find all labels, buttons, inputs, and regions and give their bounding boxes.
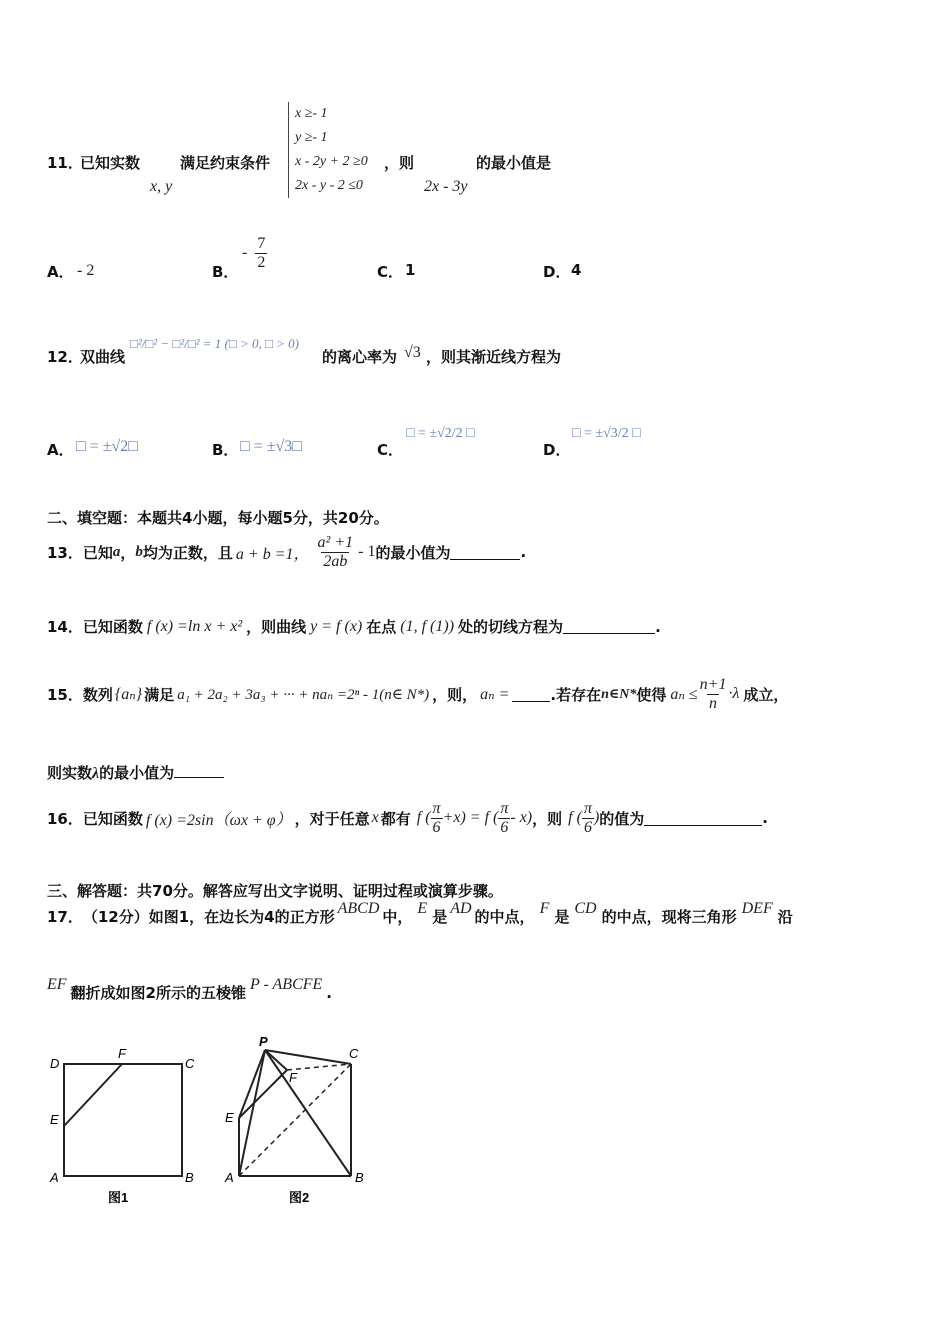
q16-text-2: ，对于任意 xyxy=(294,809,370,828)
fig2-label-p: P xyxy=(259,1034,268,1049)
fig2-caption: 图2 xyxy=(289,1190,310,1205)
q11-choice-c-value: 1 xyxy=(405,261,416,279)
q11-constraint-system xyxy=(288,102,368,198)
q13-text-3: 的最小值为 xyxy=(375,543,451,562)
q15-text-3: ，则， xyxy=(432,685,478,704)
q16-pi-over-6-a xyxy=(431,800,443,836)
fig1-label-d: D xyxy=(50,1056,60,1071)
q16-number: 16． xyxy=(47,809,83,828)
q14-point: (1, f (1)) xyxy=(400,617,455,635)
fig1-caption: 图1 xyxy=(108,1190,129,1205)
q12-number: 12． xyxy=(47,348,83,366)
q11-choice-d-label: D． xyxy=(543,263,571,281)
q14-function: f (x) =ln x + x² xyxy=(146,617,243,635)
q11-choice-a-label: A． xyxy=(47,263,74,281)
fig1-label-f: F xyxy=(118,1046,126,1061)
q15-fraction-den: n xyxy=(709,694,718,712)
fig1-square xyxy=(64,1064,182,1176)
q13-number: 13． xyxy=(47,543,83,562)
constraint-3: x - 2y + 2 ≥0 xyxy=(295,154,368,169)
q13-fraction-num: a² +1 xyxy=(317,534,354,551)
constraint-4: 2x - y - 2 ≤0 xyxy=(295,178,363,193)
q16-pi-a: π xyxy=(432,800,441,817)
q13-end: . xyxy=(520,543,527,562)
fig1-label-c: C xyxy=(185,1056,195,1071)
q15-text-2: 满足 xyxy=(144,685,175,704)
q16-text-1: 已知函数 xyxy=(82,809,143,828)
q15-equation: a₁ + 2a₂ + 3a₃ + ··· + naₙ =2ⁿ - 1(n∈ N*) xyxy=(177,686,430,703)
q13-fraction-den: 2ab xyxy=(323,552,348,570)
q16-six-a: 6 xyxy=(432,818,441,836)
q16-text-5: 的值为 xyxy=(599,809,645,828)
q13-text-2: 均为正数，且 xyxy=(142,543,233,562)
q11-text-3: ，则 xyxy=(384,154,415,172)
q16-x: x xyxy=(371,809,379,827)
q13-text-1: 已知 xyxy=(82,543,113,562)
q17-text-1: 中， xyxy=(382,908,413,926)
q15-text-1: 数列 xyxy=(82,685,113,704)
q14-answer-blank[interactable] xyxy=(563,619,655,634)
figure-1 xyxy=(40,1040,210,1210)
figure-2 xyxy=(215,1030,375,1210)
q14 xyxy=(47,616,661,637)
q16-pi-b: π xyxy=(500,800,509,817)
q17-end: . xyxy=(326,983,332,1002)
q16-eq-left: f ( xyxy=(416,809,431,827)
section-2-heading: 二、填空题：本题共4小题，每小题5分，共20分。 xyxy=(47,509,389,527)
q15-fraction xyxy=(698,676,729,712)
q16-end: . xyxy=(762,809,768,828)
fig1-segment-ef xyxy=(64,1064,122,1126)
q12-text-3: ，则其渐近线方程为 xyxy=(426,348,562,366)
q15-number: 15． xyxy=(47,685,83,704)
q17-abcd: ABCD xyxy=(337,899,380,917)
q11-choice-b-den: 2 xyxy=(257,253,266,271)
q16-minus-x: - x) xyxy=(510,809,533,827)
q12-text-1: 双曲线 xyxy=(80,348,126,366)
q13-var-b: b xyxy=(135,543,143,560)
q12-choice-a-label: A． xyxy=(47,441,74,459)
q15-lambda: λ xyxy=(92,765,100,782)
q15-answer-blank-1[interactable] xyxy=(512,687,550,702)
q14-text-3: 在点 xyxy=(366,618,397,636)
q15-line-2 xyxy=(47,762,224,783)
q11-choice-b-value xyxy=(242,235,267,271)
q12-choice-a-value: □ = ±√2□ xyxy=(76,438,138,455)
q16-six-b: 6 xyxy=(500,818,509,836)
q11-choice-a-value: - 2 xyxy=(77,262,95,279)
q15-ineq-right: ·λ xyxy=(728,685,740,703)
fig2-edge-ef xyxy=(239,1070,287,1118)
q13-answer-blank[interactable] xyxy=(450,545,520,560)
q17-ad: AD xyxy=(450,899,472,917)
q12-hyperbola-equation: □²/□² − □²/□² = 1 (□ > 0, □ > 0) xyxy=(130,336,299,351)
q15 xyxy=(47,676,788,712)
q16-query-right: ) xyxy=(593,809,600,827)
q15-line2-a: 则实数 xyxy=(47,764,93,782)
q16-six-c: 6 xyxy=(583,818,592,836)
q17-ef: EF xyxy=(47,975,67,993)
q14-number: 14． xyxy=(47,618,83,636)
q12-choice-b-value: □ = ±√3□ xyxy=(240,438,302,455)
q11-choice-d-value: 4 xyxy=(571,261,582,279)
q13 xyxy=(47,534,526,570)
q14-text-2: ，则曲线 xyxy=(246,618,307,636)
q17-line-2 xyxy=(47,975,332,1003)
q15-text-6: 成立， xyxy=(743,685,789,704)
q16-pi-over-6-c xyxy=(582,800,594,836)
q17-def: DEF xyxy=(741,899,773,917)
q11-choice-b-label: B． xyxy=(212,263,239,281)
q13-var-a: a xyxy=(112,543,121,560)
constraint-1: x ≥- 1 xyxy=(295,106,328,121)
q16-pi-over-6-b xyxy=(498,800,510,836)
q17-pyramid: P - ABCFE xyxy=(250,975,323,993)
fig2-label-f: F xyxy=(289,1070,297,1085)
q15-line2-b: 的最小值为 xyxy=(99,764,175,782)
q13-condition: a + b =1， xyxy=(235,545,310,563)
q17-text-4: 是 xyxy=(554,908,570,926)
q17-text-5: 的中点，现将三角形 xyxy=(601,908,737,926)
q11-text-1: 已知实数 xyxy=(80,154,141,172)
q12-choice-d-label: D． xyxy=(543,441,571,459)
q13-fraction xyxy=(316,534,356,570)
q12-choice-d-value: □ = ±√3/2 □ xyxy=(572,426,641,441)
q15-answer-blank-2[interactable] xyxy=(174,763,224,778)
q11-vars: x, y xyxy=(150,178,173,195)
q17-cd: CD xyxy=(574,899,597,917)
fig2-label-b: B xyxy=(355,1170,364,1185)
q16-answer-blank[interactable] xyxy=(644,811,762,826)
q12-text-2: 的离心率为 xyxy=(322,348,398,366)
fig2-label-c: C xyxy=(349,1046,359,1061)
q17-text-6: 沿 xyxy=(777,908,793,926)
q11-expression: 2x - 3y xyxy=(424,178,468,195)
q17-text-7: 翻折成如图2所示的五棱锥 xyxy=(70,984,246,1002)
q16-plus-x: +x) = f ( xyxy=(442,809,499,827)
q15-text-4: .若存在 xyxy=(550,685,602,704)
q12-choice-c-label: C． xyxy=(377,441,404,459)
fig2-edge-pb xyxy=(265,1050,351,1176)
q14-curve: y = f (x) xyxy=(310,617,363,635)
q17 xyxy=(47,899,793,927)
fig2-label-a: A xyxy=(225,1170,234,1185)
q15-sequence: {aₙ} xyxy=(114,686,143,704)
q15-an: aₙ = xyxy=(480,686,510,704)
q16-function: f (x) =2sin（ωx + φ） xyxy=(145,811,292,829)
q17-number: 17． xyxy=(47,908,83,926)
fig2-edge-pe xyxy=(239,1050,265,1118)
q15-fraction-num: n+1 xyxy=(699,676,727,693)
q14-text-4: 处的切线方程为 xyxy=(458,618,564,636)
q16-text-3: 都有 xyxy=(380,809,411,828)
q16-pi-c: π xyxy=(583,800,592,817)
q11-choice-c-label: C． xyxy=(377,263,404,281)
q15-ineq-left: aₙ ≤ xyxy=(670,686,698,704)
q15-text-5: 使得 xyxy=(636,685,667,704)
fig2-label-e: E xyxy=(225,1110,234,1125)
q14-text-1: 已知函数 xyxy=(82,618,143,636)
constraint-2: y ≥- 1 xyxy=(295,130,328,145)
q17-text-3: 的中点， xyxy=(474,908,535,926)
q12-eccentricity: √3 xyxy=(404,344,421,361)
q11-choice-b-num: 7 xyxy=(257,235,266,252)
q12-choice-c-value: □ = ±√2/2 □ xyxy=(406,426,475,441)
fig1-label-b: B xyxy=(185,1170,194,1185)
q11-number: 11． xyxy=(47,154,83,172)
q16 xyxy=(47,800,768,836)
q17-f: F xyxy=(539,899,550,917)
q17-score-text: （12分）如图1，在边长为4的正方形 xyxy=(82,908,335,926)
q12-choice-b-label: B． xyxy=(212,441,239,459)
q11-text-4: 的最小值是 xyxy=(476,154,552,172)
section-3-heading: 三、解答题：共70分。解答应写出文字说明、证明过程或演算步骤。 xyxy=(47,882,503,900)
q14-end: . xyxy=(655,617,661,636)
q13-sep: ， xyxy=(120,543,136,562)
q13-tail: - 1 xyxy=(358,543,376,561)
q11-choice-b-sign: - xyxy=(242,243,248,261)
q11-text-2: 满足约束条件 xyxy=(180,154,271,172)
q16-query-left: f ( xyxy=(568,809,582,827)
fig1-label-e: E xyxy=(50,1112,59,1127)
q16-text-4: ，则 xyxy=(532,809,563,828)
q17-text-2: 是 xyxy=(432,908,448,926)
q17-e: E xyxy=(417,899,428,917)
q15-n-domain: n∈N* xyxy=(601,686,637,702)
fig1-label-a: A xyxy=(50,1170,59,1185)
